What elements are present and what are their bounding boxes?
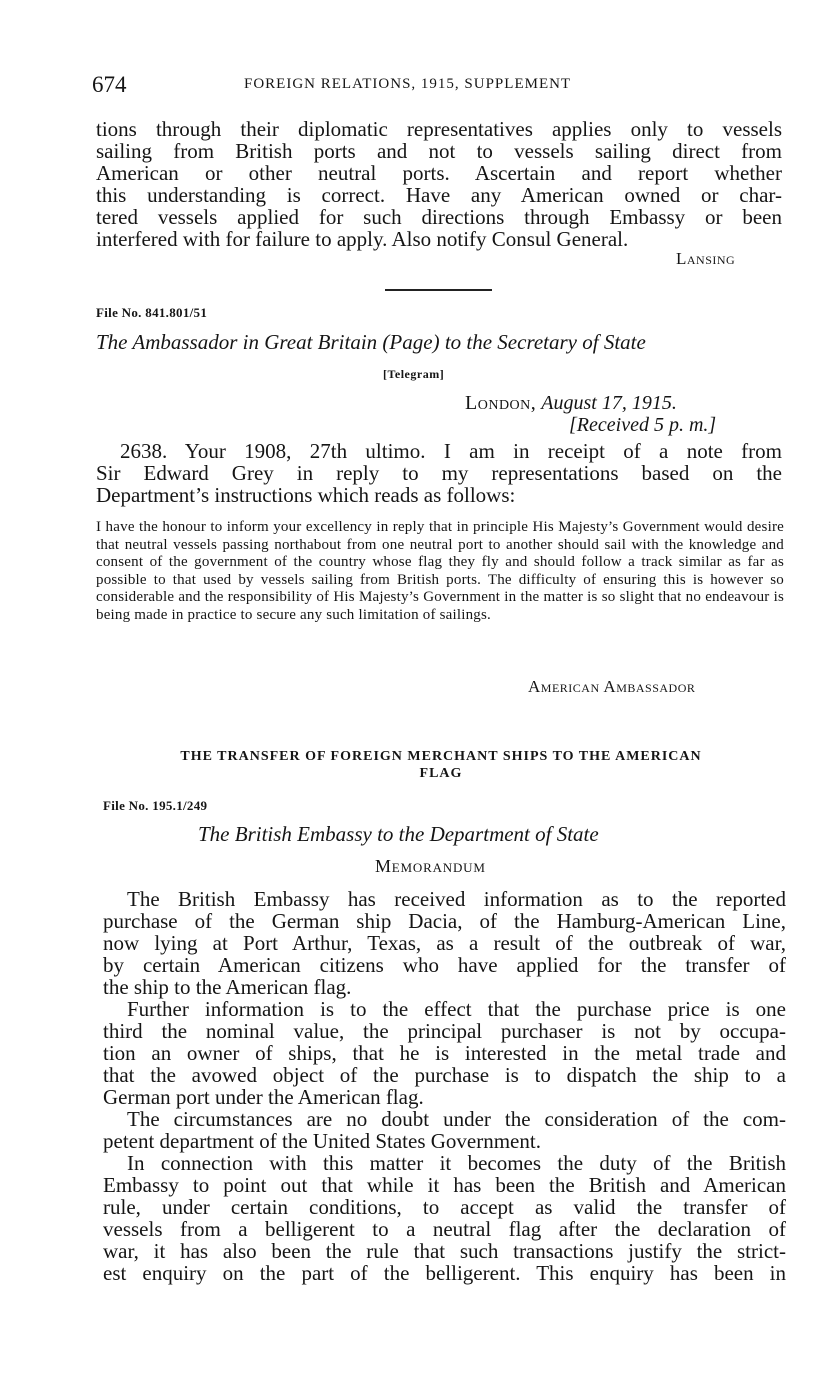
paragraph-line: Embassy to point out that while it has been the British and American — [103, 1173, 786, 1197]
intro-line: interfered with for failure to apply. Also notify Consul General. — [96, 227, 629, 251]
intro-line: tions through their diplomatic representatives applies only to vessels — [96, 117, 782, 141]
section-divider — [385, 289, 492, 291]
section-heading-line: THE TRANSFER OF FOREIGN MERCHANT SHIPS TO THE AMERICAN — [180, 749, 702, 764]
paragraph-line: tion an owner of ships, that he is interested in the metal trade and — [103, 1041, 786, 1065]
intro-line: sailing from British ports and not to vessels sailing direct from — [96, 139, 782, 163]
paragraph-line: The circumstances are no doubt under the consideration of the com- — [127, 1107, 786, 1131]
signature-ambassador: American Ambassador — [528, 677, 696, 696]
dateline — [465, 392, 677, 415]
intro-line: this understanding is correct. Have any American owned or char- — [96, 183, 782, 207]
paragraph-line: 2638. Your 1908, 27th ultimo. I am in receipt of a note from — [120, 439, 782, 463]
telegram-paragraph — [96, 440, 782, 506]
paragraph-line: The British Embassy has received information as to the reported — [127, 887, 786, 911]
file-number: File No. 195.1/249 — [103, 798, 208, 813]
paragraph-line: In connection with this matter it becomes the duty of the British — [127, 1151, 786, 1175]
paragraph-line: vessels from a belligerent to a neutral flag after the declaration of — [103, 1217, 786, 1241]
signature-lansing: Lansing — [676, 249, 736, 268]
memorandum-body — [103, 888, 786, 1284]
file-number: File No. 841.801/51 — [96, 305, 208, 320]
paragraph-line: Department’s instructions which reads as follows: — [96, 483, 516, 507]
paragraph-line: now lying at Port Arthur, Texas, as a result of the outbreak of war, — [103, 931, 786, 955]
dateline-date: August 17, 1915. — [541, 392, 677, 414]
paragraph-line: petent department of the United States Government. — [103, 1129, 541, 1153]
dateline-place: London, — [465, 392, 537, 414]
telegram-label: [Telegram] — [383, 367, 445, 381]
paragraph-line: est enquiry on the part of the belligerent. This enquiry has been in — [103, 1261, 786, 1285]
running-head: FOREIGN RELATIONS, 1915, SUPPLEMENT — [244, 76, 572, 92]
paragraph-line: war, it has also been the rule that such transactions justify the strict- — [103, 1239, 786, 1263]
document-title: The Ambassador in Great Britain (Page) to the Secretary of State — [96, 330, 646, 354]
paragraph-line: rule, under certain conditions, to accept as valid the transfer of — [103, 1195, 786, 1219]
intro-line: American or other neutral ports. Ascertain and report whether — [96, 161, 782, 185]
paragraph-line: Further information is to the effect that the purchase price is one — [127, 997, 786, 1021]
page-header — [92, 72, 792, 102]
section-heading-line: FLAG — [419, 766, 463, 781]
intro-line: tered vessels applied for such directions through Embassy or been — [96, 205, 782, 229]
memorandum-label: Memorandum — [375, 856, 486, 876]
paragraph-line: purchase of the German ship Dacia, of the Hamburg-American Line, — [103, 909, 786, 933]
document-title: The British Embassy to the Department of State — [198, 822, 599, 846]
received-time: [Received 5 p. m.] — [569, 414, 717, 436]
paragraph-line: the ship to the American flag. — [103, 975, 352, 999]
page-number: 674 — [92, 72, 127, 97]
paragraph-line: third the nominal value, the principal purchaser is not by occupa- — [103, 1019, 786, 1043]
section-heading — [96, 748, 786, 782]
paragraph-line: that the avowed object of the purchase is to dispatch the ship to a — [103, 1063, 786, 1087]
quoted-note: I have the honour to inform your excellency in reply that in principle His Majesty’s Government would desire that neutral vessels passing northabout from one neutral port to another should sail with the knowledge and consent of the government of the country whose flag they fly and should follow a track similar as far as possible to that used by vessels sailing from British ports. The difficulty of ensuring this is however so considerable and the responsibility of His Majesty’s Government in the matter is so slight that no endeavour is being made in practice to secure any such limitation of sailings. — [96, 519, 784, 623]
intro-paragraph — [96, 118, 782, 250]
paragraph-line: Sir Edward Grey in reply to my representations based on the — [96, 461, 782, 485]
paragraph-line: German port under the American flag. — [103, 1085, 424, 1109]
paragraph-line: by certain American citizens who have applied for the transfer of — [103, 953, 786, 977]
